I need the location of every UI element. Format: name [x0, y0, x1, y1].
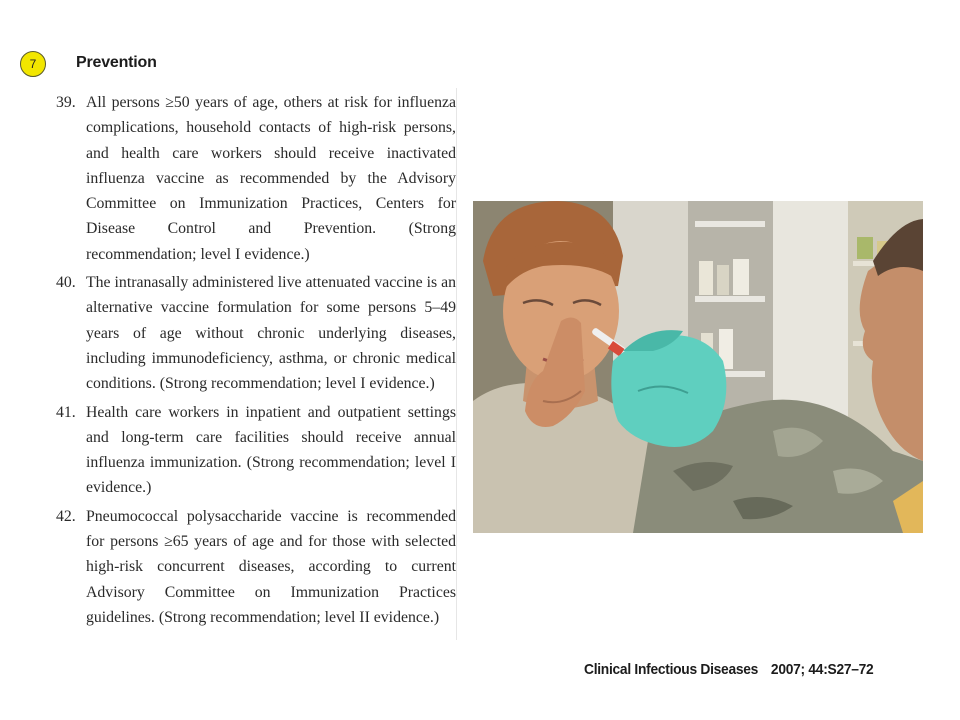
guideline-item — [56, 504, 456, 630]
guideline-item — [56, 90, 456, 267]
nasal-vaccine-illustration — [473, 201, 923, 533]
section-title: Prevention — [76, 54, 157, 71]
guideline-number: 42. — [56, 507, 76, 525]
guideline-text: Health care workers in inpatient and outpatient settings and long-term care facilities should receive annual influenza immunization. (Strong recommendation; level I evidence.) — [86, 403, 456, 497]
guideline-number: 40. — [56, 274, 76, 292]
guideline-text: The intranasally administered live attenuated vaccine is an alternative vaccine formulation for some persons 5–49 years of age without chronic underlying diseases, including immunodeficiency, asthma, or chronic medical conditions. (Strong recommendation; level I evidence.) — [86, 274, 456, 393]
text-column-edge — [456, 88, 457, 640]
nasal-vaccine-photo — [473, 201, 923, 533]
slide-number: 7 — [29, 57, 37, 71]
guideline-number: 41. — [56, 403, 76, 421]
guideline-item — [56, 400, 456, 501]
guideline-text: All persons ≥50 years of age, others at risk for influenza complications, household contacts of high-risk persons, and health care workers should receive inactivated influenza vaccine as recommended by the Advisory Committee on Immunization Practices, Centers for Disease Control and Prevention. (Strong recommendation; level I evidence.) — [86, 94, 456, 263]
citation-journal: Clinical Infectious Diseases — [584, 661, 759, 678]
guideline-number: 39. — [56, 94, 76, 111]
guideline-text: Pneumococcal polysaccharide vaccine is recommended for persons ≥65 years of age and for those with selected high-risk concurrent diseases, according to current Advisory Committee on Immunization Practices guidelines. (Strong recommendation; level II evidence.) — [86, 507, 456, 626]
guideline-item — [56, 270, 456, 396]
guideline-list — [56, 90, 456, 633]
slide-number-badge — [20, 51, 46, 77]
citation-reference: 2007; 44:S27–72 — [770, 661, 874, 678]
citation — [584, 661, 873, 678]
